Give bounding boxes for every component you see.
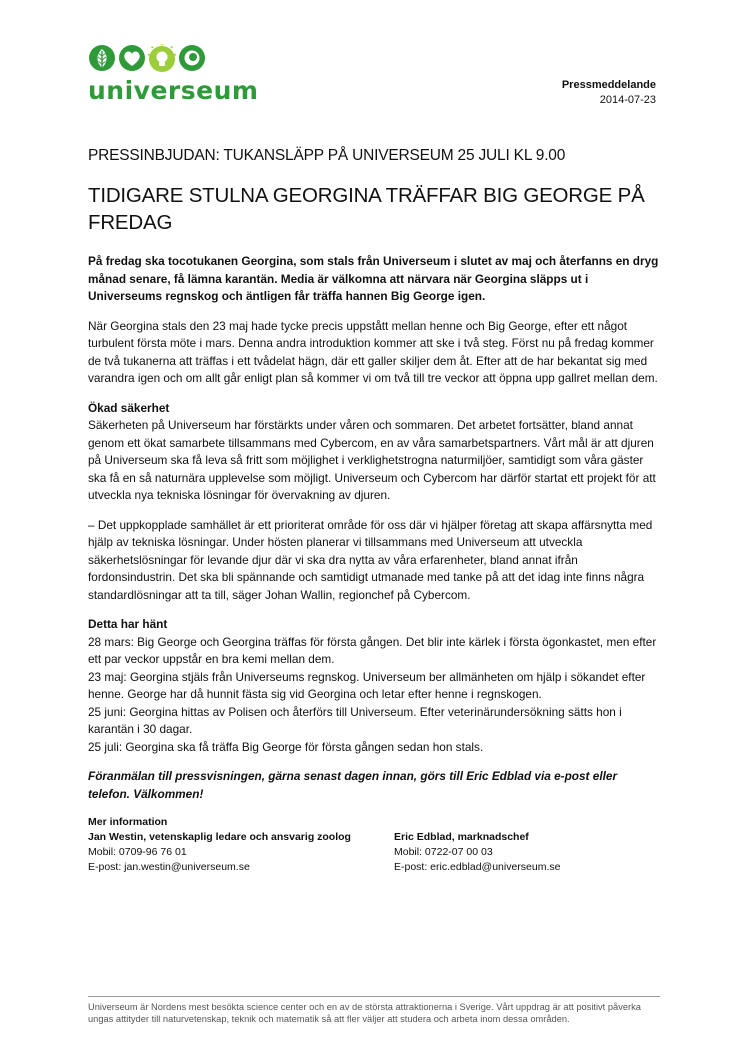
doc-meta bbox=[562, 78, 656, 108]
contact-phone: Mobil: 0722-07 00 03 bbox=[394, 846, 493, 858]
section-heading-timeline: Detta har hänt bbox=[88, 617, 168, 631]
headline: TIDIGARE STULNA GEORGINA TRÄFFAR BIG GEORGE PÅ FREDAG bbox=[88, 184, 645, 234]
contact-heading: Mer information bbox=[88, 816, 168, 828]
section-heading-security: Ökad säkerhet bbox=[88, 400, 170, 415]
timeline-item: 23 maj: Georgina stjäls från Universeums regnskog. Universeum ber allmänheten om hjälp i sökandet efter henne. George har då hunnit fästa sig vid Georgina och letar efter henne i regnskogen. bbox=[88, 669, 646, 701]
timeline-item: 25 juli: Georgina ska få träffa Big George för första gången sedan hon stals. bbox=[88, 739, 484, 754]
timeline-item: 25 juni: Georgina hittas av Polisen och återförs till Universeum. Efter veterinärundersökning sätts hon i karantän i 30 dagar. bbox=[88, 704, 622, 736]
leaf-icon bbox=[89, 45, 115, 71]
contact-email[interactable]: E-post: eric.edblad@universeum.se bbox=[394, 861, 561, 873]
quote-paragraph: – Det uppkopplade samhället är ett prioriterat område för oss där vi hjälper företag att skapa affärsnytta med hjälp av tekniska lösningar. Under hösten planerar vi tillsammans med Universeum att utveckla säkerhetslösningar för levande djur där vi ska dra nytta av våra erfarenheter, bland annat ifrån fordonsindustrin. Det ska bli spännande och samtidigt utmanade med tanke på att det idag inte finns några standardlösningar att ta till, säger Johan Wallin, regionchef på Cybercom. bbox=[88, 517, 653, 602]
doc-type: Pressmeddelande bbox=[561, 79, 656, 91]
logo-wordmark: universeum bbox=[88, 76, 259, 105]
lead-paragraph: På fredag ska tocotukanen Georgina, som stals från Universeum i slutet av maj och återfanns en dryg månad senare, få lämna karantän. Media är välkomna att närvara när Georgina släpps ut i Universeums regnskog och äntligen får träffa hannen Big George igen. bbox=[88, 254, 659, 303]
security-paragraph: Säkerheten på Universeum har förstärkts under våren och sommaren. Det arbetet fortsätter, bland annat genom ett ökat samarbete tillsammans med Cybercom, en av våra samarbetspartners. Vårt mål är att djuren på Universeum ska få leva så fritt som möjlighet i verklighetstrogna naturmiljöer, samtidigt som våra gäster ska få en så naturnära upplevelse som möjligt. Universeum och Cybercom har därför startat ett projekt för att utveckla nya tekniska lösningar för övervakning av djuren. bbox=[88, 418, 656, 502]
contact-email[interactable]: E-post: jan.westin@universeum.se bbox=[88, 861, 250, 873]
lightbulb-icon bbox=[148, 44, 176, 72]
timeline-item: 28 mars: Big George och Georgina träffas för första gången. Det blir inte kärlek i första ögonkastet, men efter ett par veckor uppstår en bra kemi mellan dem. bbox=[88, 634, 657, 666]
closing-note: Föranmälan till pressvisningen, gärna senast dagen innan, görs till Eric Edblad via e-post eller telefon. Välkommen! bbox=[88, 769, 618, 801]
contact-phone: Mobil: 0709-96 76 01 bbox=[88, 846, 187, 858]
heart-icon bbox=[119, 45, 145, 71]
body-paragraph-1: När Georgina stals den 23 maj hade tycke precis uppstått mellan henne och Big George, efter ett något turbulent första möte i mars. Denna andra introduktion kommer att ske i två steg. Först nu på fredag kommer de två tukanerna att träffas i ett tvådelat hägn, där ett galler skiljer dem åt. Efter att de har bekantat sig med varandra igen och om allt går enligt plan så kommer vi om två till tre veckor att öppna upp gallret mellan dem. bbox=[88, 318, 658, 385]
invite-line: PRESSINBJUDAN: TUKANSLÄPP PÅ UNIVERSEUM 25 JULI KL 9.00 bbox=[88, 147, 566, 164]
footer-about: Universeum är Nordens mest besökta science center och en av de största attraktionerna i Sverige. Vårt uppdrag är att positivt påverka ungas attityder till naturvetenskap, teknik och matematik så att fler väljer att studera och arbeta inom dessa områden. bbox=[88, 996, 660, 1025]
eye-icon bbox=[179, 45, 205, 71]
doc-date: 2014-07-23 bbox=[599, 94, 656, 106]
press-release-body bbox=[88, 146, 660, 875]
contact-jan-westin bbox=[88, 830, 394, 875]
contact-name: Eric Edblad, marknadschef bbox=[394, 831, 529, 843]
contact-info bbox=[88, 815, 660, 875]
contact-name: Jan Westin, vetenskaplig ledare och ansvarig zoolog bbox=[88, 831, 351, 843]
contact-eric-edblad bbox=[394, 830, 654, 875]
